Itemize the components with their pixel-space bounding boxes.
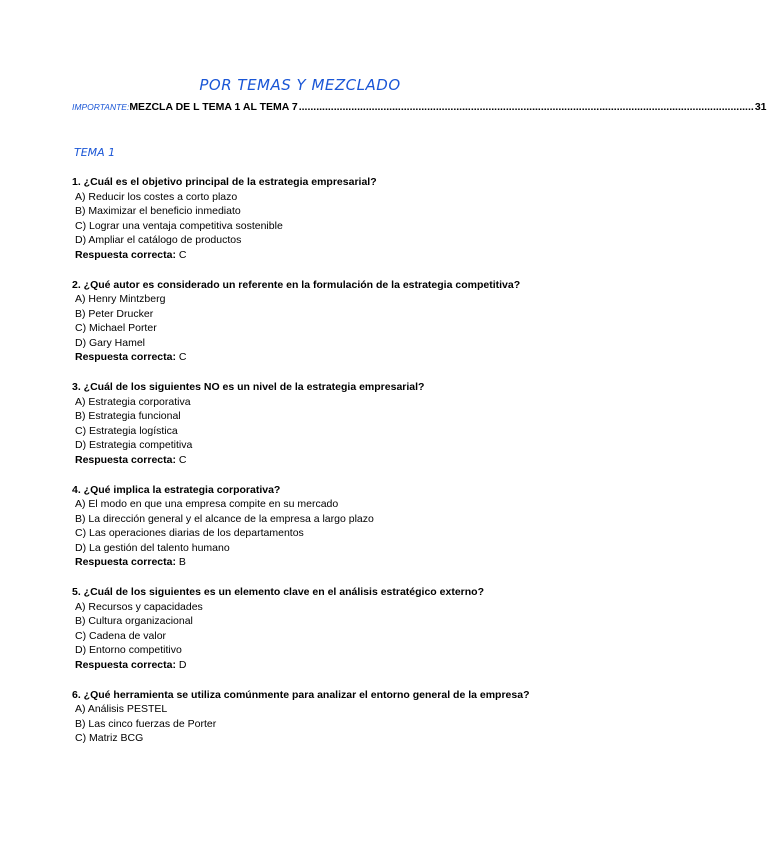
- correct-answer: [72, 658, 532, 673]
- answer-option: D) Ampliar el catálogo de productos: [75, 234, 242, 246]
- question-block: [72, 175, 532, 262]
- answer-option: B) La dirección general y el alcance de la empresa a largo plazo: [75, 512, 374, 525]
- correct-answer-value: C: [178, 351, 187, 363]
- correct-answer-value: D: [178, 658, 187, 671]
- answer-option: B) Las cinco fuerzas de Porter: [75, 717, 217, 730]
- answer-option: C) Lograr una ventaja competitiva sostenible: [75, 219, 283, 232]
- toc-entry[interactable]: [72, 101, 767, 117]
- section-title: TEMA 1: [74, 146, 116, 159]
- answer-option: A) Reducir los costes a corto plazo: [75, 190, 238, 203]
- correct-answer-label: Respuesta correcta:: [75, 658, 176, 671]
- important-label: IMPORTANTE:: [72, 102, 130, 112]
- correct-answer: [72, 350, 532, 365]
- correct-answer: [72, 248, 532, 263]
- question-text: 4. ¿Qué implica la estrategia corporativa?: [72, 483, 281, 496]
- question-block: [72, 380, 532, 467]
- page-title: POR TEMAS Y MEZCLADO: [199, 76, 401, 94]
- answer-option: C) Matriz BCG: [75, 732, 144, 744]
- answer-option: C) Las operaciones diarias de los departamentos: [75, 527, 304, 539]
- answer-option: A) El modo en que una empresa compite en su mercado: [75, 498, 339, 510]
- correct-answer-label: Respuesta correcta:: [75, 351, 176, 363]
- answer-option: B) Peter Drucker: [75, 307, 154, 320]
- question-text: 6. ¿Qué herramienta se utiliza comúnmente para analizar el entorno general de la empresa?: [72, 688, 530, 701]
- answer-option: C) Michael Porter: [75, 322, 157, 334]
- correct-answer-label: Respuesta correcta:: [75, 556, 176, 568]
- answer-option: A) Estrategia corporativa: [75, 395, 191, 408]
- question-text: 2. ¿Qué autor es considerado un referente en la formulación de la estrategia competitiva?: [72, 278, 521, 291]
- answer-option: D) Entorno competitivo: [75, 644, 182, 656]
- answer-option: A) Análisis PESTEL: [75, 703, 168, 715]
- answer-option: B) Estrategia funcional: [75, 410, 181, 422]
- answer-option: A) Henry Mintzberg: [75, 293, 166, 305]
- answer-option: B) Cultura organizacional: [75, 615, 193, 627]
- correct-answer: [72, 453, 532, 468]
- correct-answer-label: Respuesta correcta:: [75, 248, 176, 261]
- answer-option: B) Maximizar el beneficio inmediato: [75, 205, 241, 217]
- correct-answer-label: Respuesta correcta:: [75, 453, 176, 466]
- answer-option: C) Estrategia logística: [75, 424, 178, 437]
- correct-answer-value: C: [178, 248, 187, 261]
- toc-page-number: 31: [754, 101, 767, 113]
- correct-answer: [72, 555, 532, 570]
- correct-answer-value: C: [178, 453, 187, 466]
- question-block: [72, 483, 532, 570]
- toc-entry-title: MEZCLA DE L TEMA 1 AL TEMA 7: [129, 101, 298, 113]
- correct-answer-value: B: [178, 556, 186, 568]
- question-list: [72, 175, 532, 761]
- answer-option: D) Estrategia competitiva: [75, 439, 193, 451]
- answer-option: A) Recursos y capacidades: [75, 600, 203, 613]
- toc-leader-dots: ............................................................................................................................................................: [298, 101, 754, 113]
- question-text: 5. ¿Cuál de los siguientes es un elemento clave en el análisis estratégico externo?: [72, 586, 484, 598]
- question-block: [72, 278, 532, 365]
- question-text: 3. ¿Cuál de los siguientes NO es un nivel de la estrategia empresarial?: [72, 381, 425, 393]
- answer-option: D) La gestión del talento humano: [75, 541, 230, 554]
- question-text: 1. ¿Cuál es el objetivo principal de la estrategia empresarial?: [72, 176, 377, 188]
- answer-option: C) Cadena de valor: [75, 629, 167, 642]
- question-block: [72, 585, 532, 672]
- question-block: [72, 688, 532, 746]
- answer-option: D) Gary Hamel: [75, 336, 146, 349]
